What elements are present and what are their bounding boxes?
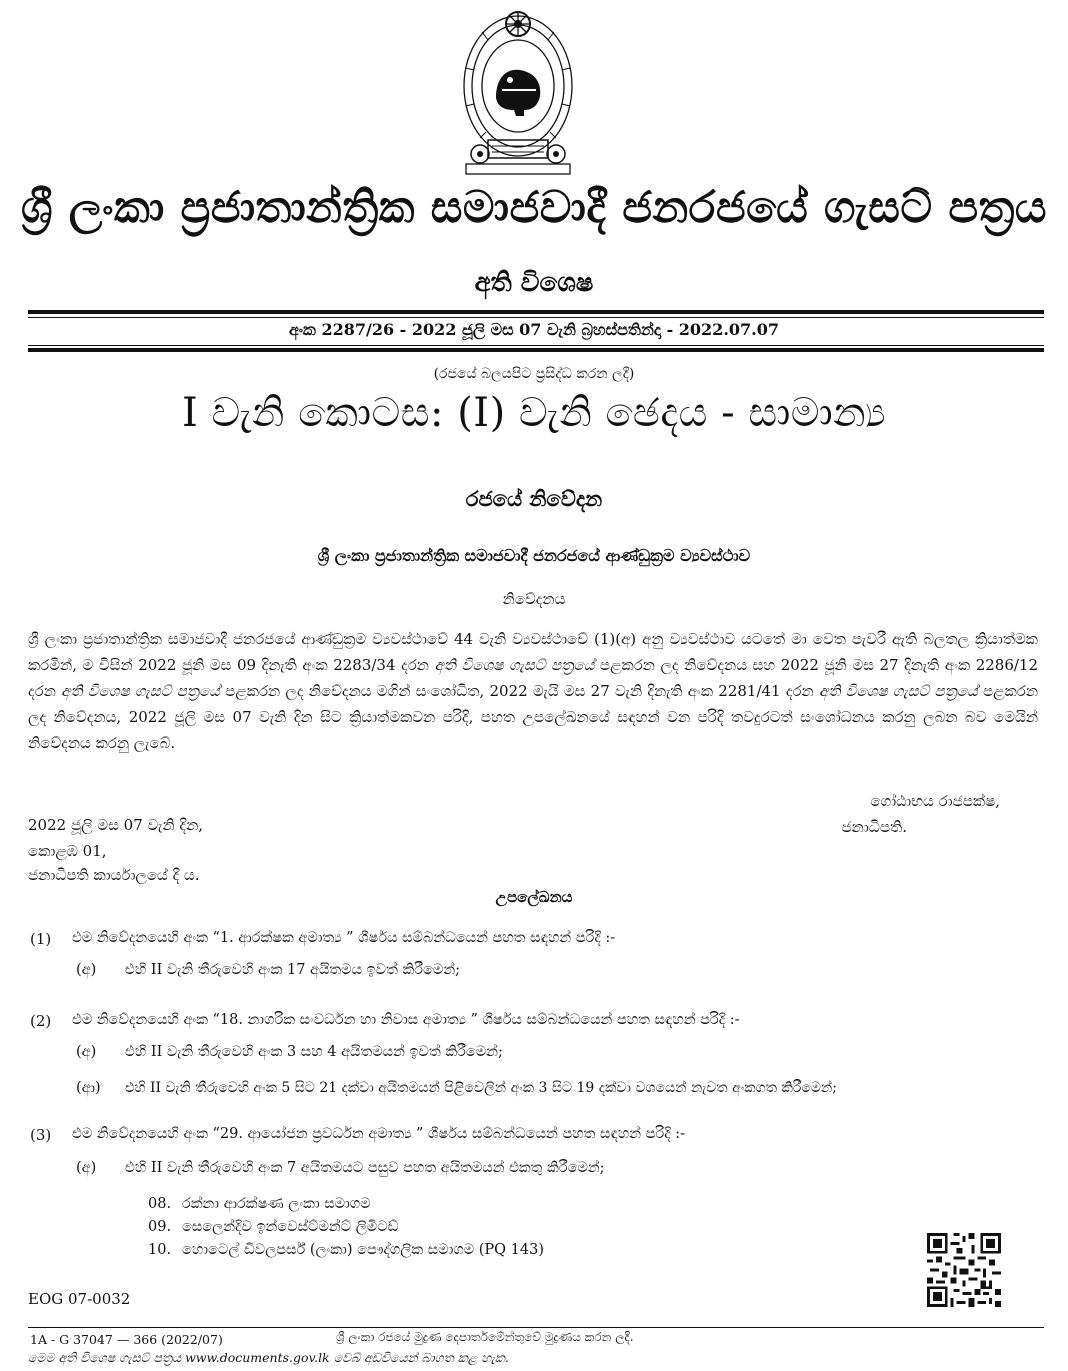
- gazette-reference: අති විශෙෂ ගැසට් පත්‍රයේ: [61, 682, 220, 700]
- signatory-name: ගෝඨාභය රාජපක්ෂ,: [870, 792, 1000, 810]
- publish-note: (රජයේ බලයපිට ප්‍රසිද්ධ කරන ලදී): [433, 366, 635, 382]
- notice-body-part: පළකරන ලද නිවේදනය සහ 2022 ජූනි මස 27 දිනැති අංක 2286/12 දරන: [28, 656, 1039, 700]
- schedule-item-number: (2): [30, 1012, 52, 1030]
- signatory-title: ජනාධිපති.: [841, 818, 907, 836]
- schedule-subitem-label: (අ): [76, 1044, 97, 1060]
- schedule-item-number: (3): [30, 1126, 52, 1144]
- qr-code-icon: [927, 1233, 1001, 1307]
- dateline-place: කොළඹ 01,: [28, 842, 107, 860]
- notice-body-part: පළකරන ලද නිවේදනය මගින් සංශෝධිත, 2022 මැයි මස 27 වැනි දිනැති අංක 2281/41 දරන: [219, 682, 819, 700]
- constitution-heading: ශ්‍රී ලංකා ප්‍රජාතාන්ත්‍රික සමාජවාදී ජනරජයේ ආණ්ඩුක්‍රම ව්‍යවස්ථාව: [317, 546, 751, 565]
- schedule-item-text: එම නිවේදනයෙහි අංක “1. ආරක්ෂක අමාත්‍ය ” ශීර්ෂය සම්බන්ධයෙන් පහත සඳහන් පරිදි :-: [72, 930, 616, 946]
- schedule-item-text: එම නිවේදනයෙහි අංක “18. නාගරික සංවර්ධන හා නිවාස අමාත්‍ය ” ශීර්ෂය සම්බන්ධයෙන් පහත සඳහන් පරිදි :-: [72, 1012, 740, 1028]
- notice-heading: නිවේදනය: [502, 590, 566, 608]
- footer-rule: [28, 1327, 1044, 1328]
- section-heading: රජයේ නිවේදන: [465, 486, 603, 511]
- added-entry-text: රක්නා ආරක්ෂණ ලංකා සමාගම: [182, 1196, 371, 1212]
- printer-note: ශ්‍රී ලංකා රජයේ මුද්‍රණ දෙපාර්තමේන්තුවේ මුද්‍රණය කරන ලදී.: [336, 1330, 634, 1344]
- gazette-reference: අති විශෙෂ ගැසට් පත්‍රයේ: [818, 682, 978, 700]
- schedule-item-number: (1): [30, 930, 52, 948]
- gazette-subtitle: අති විශෙෂ: [474, 268, 594, 298]
- schedule-subitem-text: එහි II වැනි තීරුවෙහි අංක 3 සහ 4 අයිතමයන් ඉවත් කිරීමෙන්;: [125, 1044, 503, 1060]
- schedule-subitem-text: එහි II වැනි තීරුවෙහි අංක 5 සිට 21 දක්වා අයිතමයන් පිළිවෙලින් අංක 3 සිට 19 දක්වා වශයෙන් නැවත අංකගත කිරීමෙන්;: [125, 1080, 838, 1096]
- schedule-subitem-label: (ආ): [76, 1080, 101, 1096]
- dateline-date: 2022 ජූලි මස 07 වැනි දින,: [28, 816, 204, 834]
- header-rule-top-thin: [28, 317, 1044, 318]
- print-code: 1A - G 37047 — 366 (2022/07): [30, 1332, 223, 1347]
- schedule-subitem-label: (අ): [76, 962, 97, 978]
- schedule-subitem-text: එහි II වැනි තීරුවෙහි අංක 7 අයිතමයට පසුව පහත අයිතමයන් එකතු කිරීමෙන්;: [125, 1160, 605, 1176]
- issue-line: අංක 2287/26 - 2022 ජූලි මස 07 වැනි බ්‍රහස්පතින්දා - 2022.07.07: [288, 320, 779, 339]
- download-note: මෙම අති විශෙෂ ගැසට් පත්‍රය www.documents.gov.lk වෙබ් අඩවියෙන් බාගත කළ හැක.: [28, 1350, 509, 1365]
- notice-body-part: ශ්‍රී ලංකා ප්‍රජාතාන්ත්‍රික සමාජවාදී ජනරජයේ ආණ්ඩුක්‍රම ව්‍යවස්ථාවේ 44 වැනි ව්‍යවස්ථාවේ (1)(අ) අනු ව්‍යවස්ථාව යටතේ මා වෙත පැවරී ඇති බලතල ක්‍රියාත්මක කරමින්, ම විසින් 2022 ජූනි මස 09 දිනැති අංක 2283/34 දරන: [28, 630, 1038, 674]
- notice-body-part: පළකරන ලද නිවේදනය, 2022 ජූලි මස 07 වැනි දින සිට ක්‍රියාත්මකවන පරිදි, පහත උපලේඛනයේ සඳහන් වන පරිදි තවදුරටත් සංශෝධනය කරනු ලබන බව මෙයින් නිවේදනය කරනු ලැබේ.: [28, 682, 1039, 752]
- added-entry-number: 10.: [148, 1242, 172, 1258]
- notice-body: [28, 626, 1038, 756]
- added-entry-number: 09.: [148, 1219, 172, 1235]
- schedule-item-text: එම නිවේදනයෙහි අංක “29. ආයෝජන ප්‍රවර්ධන අමාත්‍ය ” ශීර්ෂය සම්බන්ධයෙන් පහත සඳහන් පරිදි :-: [72, 1126, 686, 1142]
- added-entry-text: හොටෙල් ඩිවලපර්ස් (ලංකා) පෞද්ගලික සමාගම (PQ 143): [182, 1242, 544, 1258]
- schedule-subitem-text: එහි II වැනි තීරුවෙහි අංක 17 අයිතමය ඉවත් කිරීමෙන්;: [125, 962, 460, 978]
- part-heading: I වැනි කොටස: (I) වැනි ඡෙදය - සාමාන්‍ය: [181, 390, 887, 436]
- added-entry-number: 08.: [148, 1196, 172, 1212]
- schedule-subitem-label: (අ): [76, 1160, 97, 1176]
- gazette-title: ශ්‍රී ලංකා ප්‍රජාතාන්ත්‍රික සමාජවාදී ජනරජයේ ගැසට් පත්‍රය: [20, 182, 1048, 233]
- header-rule-top: [28, 310, 1044, 314]
- dateline-office: ජනාධිපති කාර්යාලයේ දී ය.: [28, 866, 200, 884]
- eog-code: EOG 07-0032: [28, 1290, 131, 1308]
- header-rule-bottom-thin: [28, 345, 1044, 346]
- header-rule-bottom: [28, 348, 1044, 352]
- sri-lanka-emblem-icon: [452, 6, 584, 182]
- gazette-reference: අති විශෙෂ ගැසට් පත්‍රයේ: [434, 656, 595, 674]
- added-entry-text: සෙලෙන්දිව ඉන්වෙස්ට්මන්ට් ලිමිටඩ්: [182, 1219, 399, 1235]
- schedule-heading: උපලේඛනය: [495, 888, 573, 906]
